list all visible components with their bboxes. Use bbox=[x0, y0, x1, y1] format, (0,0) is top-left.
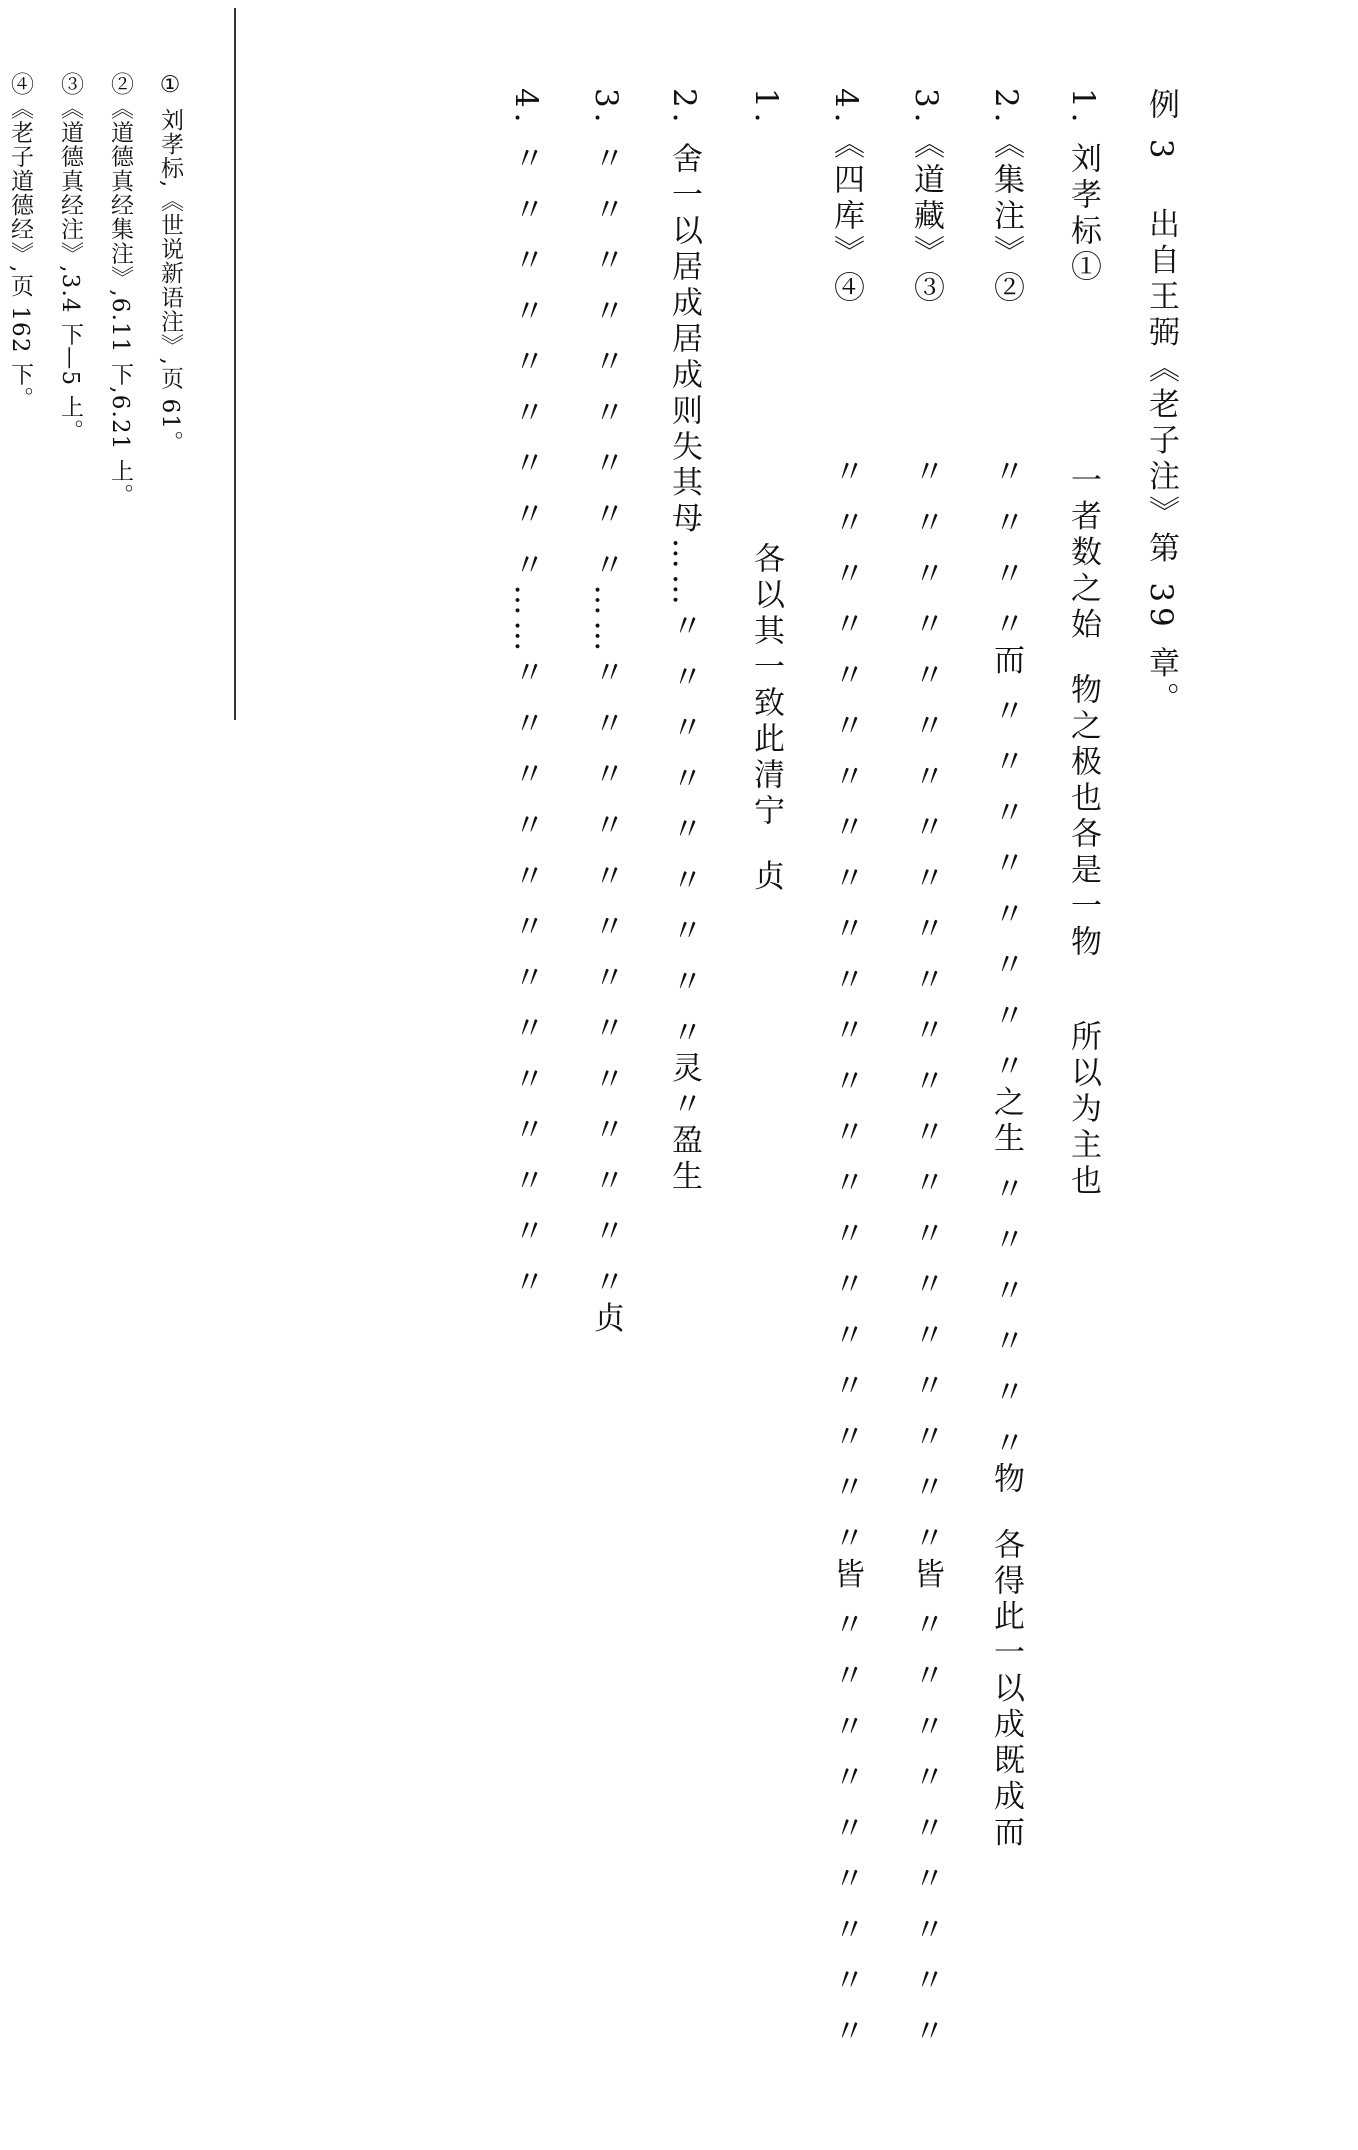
group1-line-4: 4.《四库》④ 〃 〃 〃 〃 〃 〃 〃 〃 〃 〃 〃 〃 〃 〃 〃 〃 〃 〃 〃 〃 〃 〃皆 〃 〃 〃 〃 〃 〃 〃 〃 〃 bbox=[828, 88, 864, 2051]
footnote-2: ②《道德真经集注》,6.11 下,6.21 上。 bbox=[107, 72, 133, 508]
group1-line-3: 3.《道藏》③ 〃 〃 〃 〃 〃 〃 〃 〃 〃 〃 〃 〃 〃 〃 〃 〃 〃 〃 〃 〃 〃 〃皆 〃 〃 〃 〃 〃 〃 〃 〃 〃 bbox=[908, 88, 944, 2051]
group2-line-4: 4. 〃 〃 〃 〃 〃 〃 〃 〃 〃……〃 〃 〃 〃 〃 〃 〃 〃 〃 〃 〃 〃 〃 bbox=[508, 88, 544, 1302]
footnote-1: ① 刘孝标,《世说新语注》,页 61。 bbox=[157, 72, 183, 455]
footnote-3: ③《道德真经注》,3.4 下—5 上。 bbox=[57, 72, 83, 443]
group1-line-2: 2.《集注》② 〃 〃 〃 〃而 〃 〃 〃 〃 〃 〃 〃 〃之生 〃 〃 〃 〃 〃 〃物 各得此一以成既成而 bbox=[988, 88, 1024, 1852]
example-title: 例 3 出自王弼《老子注》第 39 章。 bbox=[1143, 88, 1179, 719]
footnote-divider bbox=[234, 8, 236, 720]
footnote-4: ④《老子道德经》,页 162 下。 bbox=[7, 72, 33, 411]
group2-line-2: 2. 舍一以居成居成则失其母……〃 〃 〃 〃 〃 〃 〃 〃 〃灵〃盈生 bbox=[666, 88, 702, 1196]
group2-line-1: 1. 各以其一致此清宁 贞 bbox=[748, 88, 784, 896]
group1-line-1: 1. 刘孝标① 一者数之始 物之极也各是一物 所以为主也 bbox=[1065, 88, 1101, 1201]
group2-line-3: 3. 〃 〃 〃 〃 〃 〃 〃 〃 〃……〃 〃 〃 〃 〃 〃 〃 〃 〃 〃 〃 〃 〃贞 bbox=[588, 88, 624, 1338]
